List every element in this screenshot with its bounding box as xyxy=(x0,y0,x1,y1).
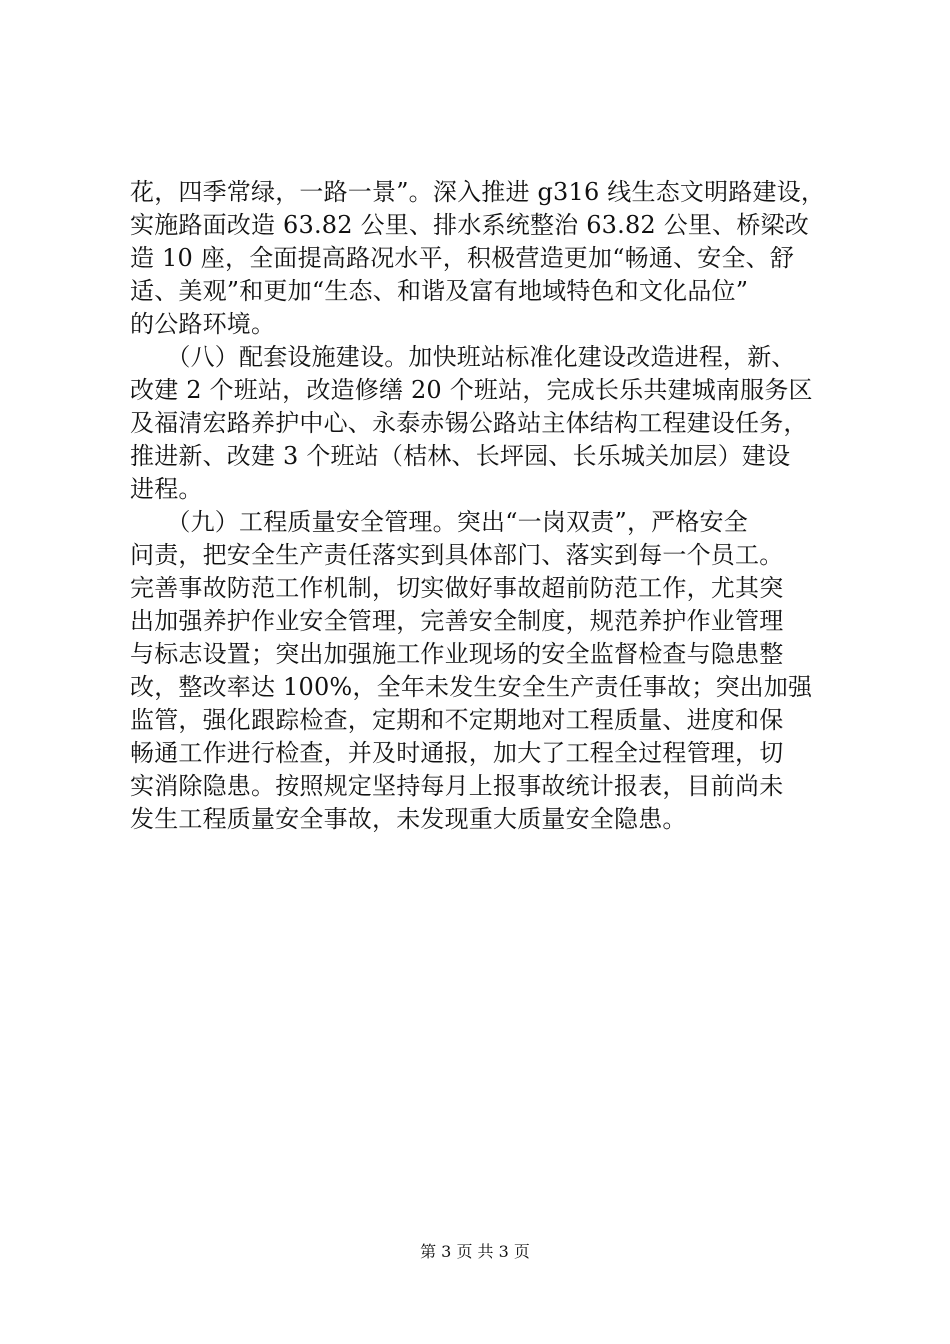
text-line: 花，四季常绿，一路一景”。深入推进 g316 线生态文明路建设， xyxy=(130,178,826,206)
text-line: 完善事故防范工作机制，切实做好事故超前防范工作，尤其突 xyxy=(130,574,784,602)
text-line: 发生工程质量安全事故，未发现重大质量安全隐患。 xyxy=(130,805,687,833)
text-line: 实消除隐患。按照规定坚持每月上报事故统计报表，目前尚未 xyxy=(130,772,784,800)
text-line: 适、美观”和更加“生态、和谐及富有地域特色和文化品位” xyxy=(130,277,749,305)
page-number-footer: 第 3 页 共 3 页 xyxy=(420,1242,530,1261)
text-line: 问责，把安全生产责任落实到具体部门、落实到每一个员工。 xyxy=(130,541,784,569)
text-line: （八）配套设施建设。加快班站标准化建设改造进程，新、 xyxy=(130,343,796,371)
text-line: 改，整改率达 100%，全年未发生安全生产责任事故；突出加强 xyxy=(130,673,813,701)
text-line: 改建 2 个班站，改造修缮 20 个班站，完成长乐共建城南服务区 xyxy=(130,376,813,404)
text-line: 出加强养护作业安全管理，完善安全制度，规范养护作业管理 xyxy=(130,607,784,635)
text-line: 推进新、改建 3 个班站（桔林、长坪园、长乐城关加层）建设 xyxy=(130,442,791,470)
document-body xyxy=(130,176,830,836)
text-line: 监管，强化跟踪检查，定期和不定期地对工程质量、进度和保 xyxy=(130,706,784,734)
text-line: 及福清宏路养护中心、永泰赤锡公路站主体结构工程建设任务， xyxy=(130,409,808,437)
text-line: 的公路环境。 xyxy=(130,310,276,338)
text-line: 畅通工作进行检查，并及时通报，加大了工程全过程管理，切 xyxy=(130,739,784,767)
text-line: 造 10 座，全面提高路况水平，积极营造更加“畅通、安全、舒 xyxy=(130,244,795,272)
text-line: 实施路面改造 63.82 公里、排水系统整治 63.82 公里、桥梁改 xyxy=(130,211,809,239)
text-line: 与标志设置；突出加强施工作业现场的安全监督检查与隐患整 xyxy=(130,640,784,668)
text-line: 进程。 xyxy=(130,475,203,503)
text-line: （九）工程质量安全管理。突出“一岗双责”，严格安全 xyxy=(130,508,748,536)
